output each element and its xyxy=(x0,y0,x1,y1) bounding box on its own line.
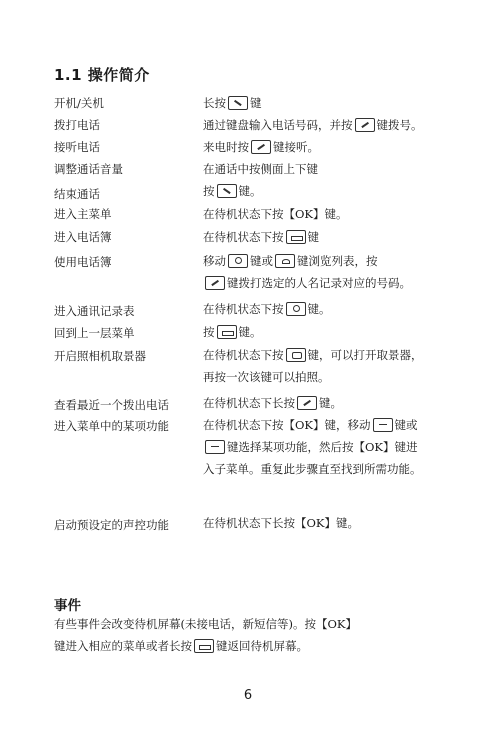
item-desc: 来电时按 键接听。 xyxy=(203,140,319,154)
right-softkey-icon xyxy=(194,639,214,653)
item-label: 拨打电话 xyxy=(54,118,100,132)
item-label: 启动预设定的声控功能 xyxy=(54,518,169,532)
nav-key-icon xyxy=(373,418,393,432)
events-paragraph: 有些事件会改变待机屏幕(未接电话，新短信等)。按【OK】 键进入相应的菜单或者长按 键返回待机屏幕。 xyxy=(54,617,357,653)
item-label: 接听电话 xyxy=(54,140,100,154)
item-label: 开启照相机取景器 xyxy=(54,349,146,363)
item-desc: 在待机状态下按【OK】键。 xyxy=(203,207,348,221)
camera-key-icon xyxy=(286,348,306,362)
right-softkey-icon xyxy=(286,230,306,244)
page-number: 6 xyxy=(243,688,253,703)
item-label: 进入菜单中的某项功能 xyxy=(54,419,169,433)
item-label: 查看最近一个拨出电话 xyxy=(54,398,169,412)
item-label: 结束通话 xyxy=(54,187,100,201)
item-desc: 在待机状态下按 键，可以打开取景器， 再按一次该键可以拍照。 xyxy=(203,348,423,384)
item-desc: 在待机状态下按 键。 xyxy=(203,302,331,316)
events-heading: 事件 xyxy=(54,598,81,614)
item-label: 调整通话音量 xyxy=(54,162,123,176)
down-key-icon xyxy=(228,254,248,268)
item-desc: 移动 键或 键浏览列表，按 键拨打选定的人名记录对应的号码。 xyxy=(203,254,411,290)
item-desc: 在通话中按侧面上下键 xyxy=(203,162,318,176)
nav-key-icon xyxy=(205,440,225,454)
down-key-icon xyxy=(286,302,306,316)
item-desc: 在待机状态下按 键 xyxy=(203,230,319,244)
item-label: 使用电话簿 xyxy=(54,255,112,269)
item-label: 进入通讯记录表 xyxy=(54,304,135,318)
item-desc: 在待机状态下长按【OK】键。 xyxy=(203,516,360,530)
item-label: 进入主菜单 xyxy=(54,207,112,221)
right-softkey-icon xyxy=(217,325,237,339)
item-desc: 按 键。 xyxy=(203,184,262,198)
item-desc: 在待机状态下长按 键。 xyxy=(203,396,342,410)
end-key-icon xyxy=(228,96,248,110)
section-heading: 1.1 操作简介 xyxy=(54,66,150,84)
item-label: 进入电话簿 xyxy=(54,230,112,244)
item-label: 开机/关机 xyxy=(54,96,104,110)
item-desc: 在待机状态下按【OK】键，移动 键或 键选择某项功能，然后按【OK】键进 入子菜单。重复此步骤直至找到所需功能。 xyxy=(203,418,422,476)
up-key-icon xyxy=(275,254,295,268)
call-key-icon xyxy=(251,140,271,154)
item-desc: 按 键。 xyxy=(203,325,262,339)
call-key-icon xyxy=(297,396,317,410)
item-desc: 长按 键 xyxy=(203,96,262,110)
item-desc: 通过键盘输入电话号码，并按 键拨号。 xyxy=(203,118,423,132)
item-label: 回到上一层菜单 xyxy=(54,326,135,340)
call-key-icon xyxy=(205,276,225,290)
call-key-icon xyxy=(355,118,375,132)
end-key-icon xyxy=(217,184,237,198)
